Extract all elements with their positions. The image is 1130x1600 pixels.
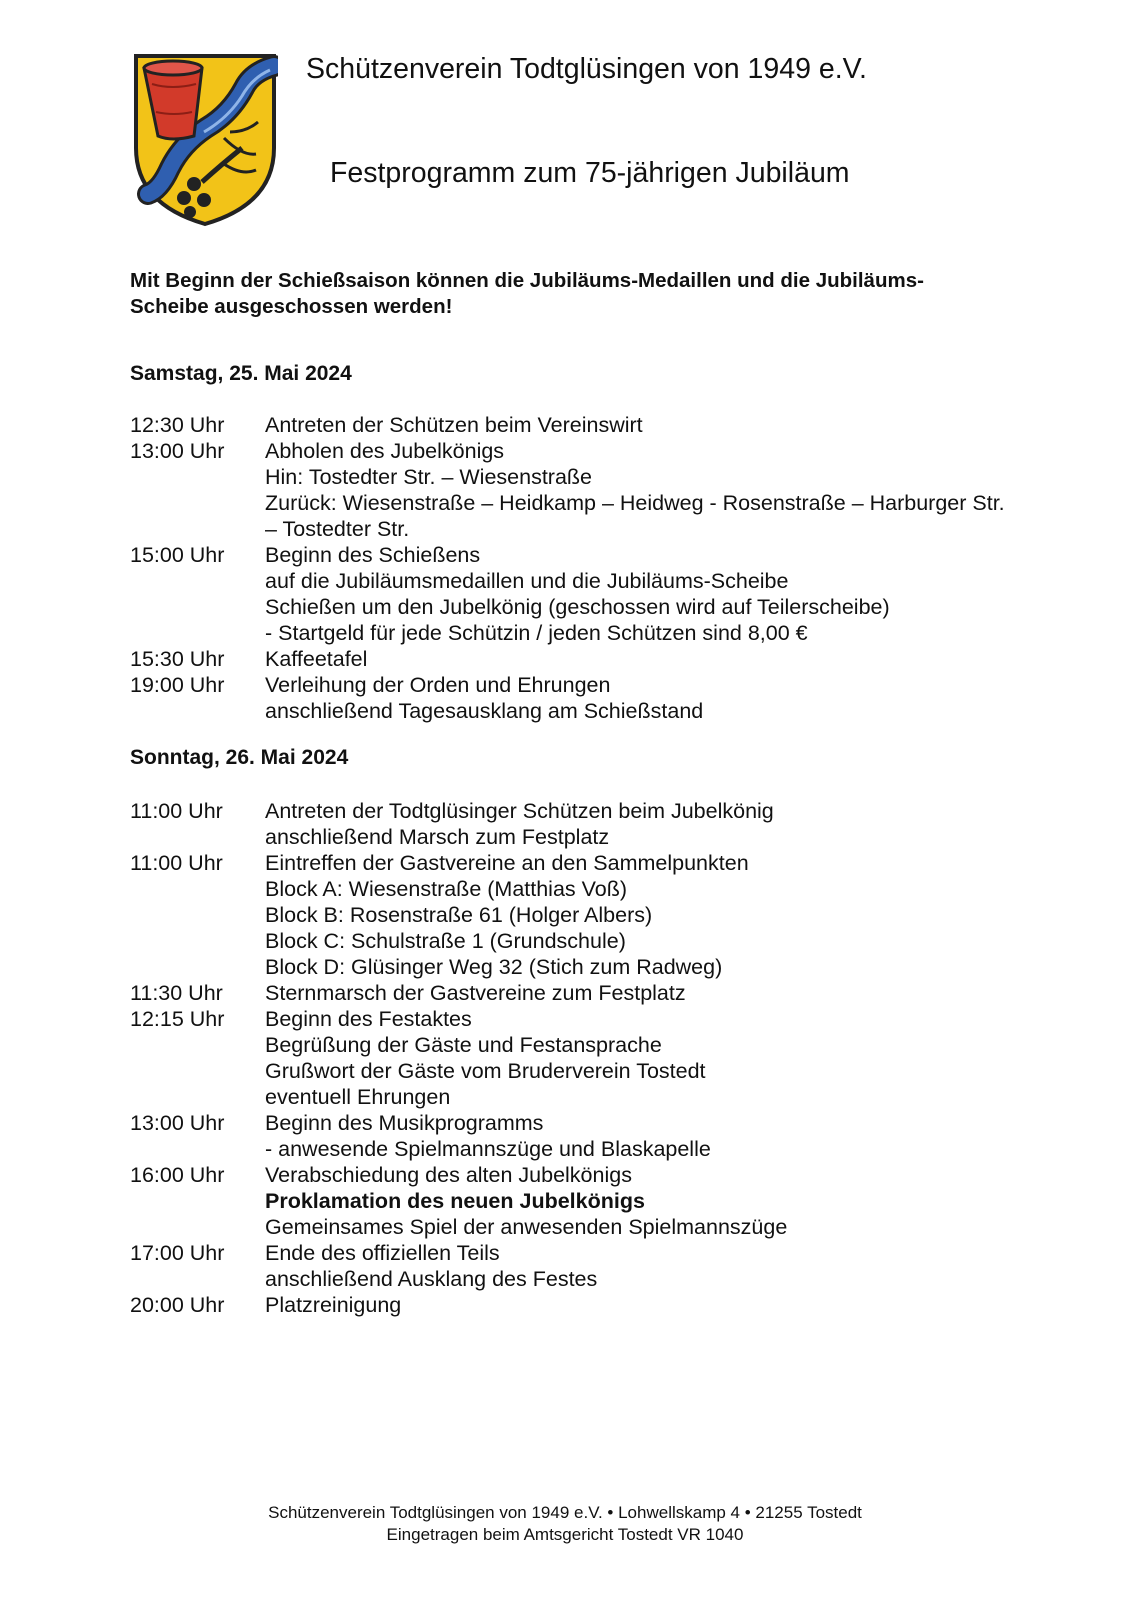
entry-text: - Startgeld für jede Schützin / jeden Schützen sind 8,00 €	[265, 621, 808, 645]
entry-time: 13:00 Uhr	[130, 1111, 225, 1135]
schedule-entry	[130, 438, 1070, 542]
coat-of-arms-icon	[132, 52, 278, 228]
entry-text: auf die Jubiläumsmedaillen und die Jubiläums-Scheibe	[265, 569, 789, 593]
entry-text: Beginn des Schießens	[265, 543, 481, 567]
entry-text: Abholen des Jubelkönigs	[265, 439, 505, 463]
entry-text: Sternmarsch der Gastvereine zum Festplatz	[265, 981, 686, 1005]
intro-line: Scheibe ausgeschossen werden!	[130, 295, 453, 318]
entry-text: – Tostedter Str.	[265, 517, 410, 541]
entry-time: 12:30 Uhr	[130, 413, 225, 437]
footer-address: Schützenverein Todtglüsingen von 1949 e.V. • Lohwellskamp 4 • 21255 Tostedt	[268, 1503, 862, 1522]
schedule-entry	[130, 1162, 1070, 1240]
entry-text: - anwesende Spielmannszüge und Blaskapelle	[265, 1137, 711, 1161]
entry-time: 16:00 Uhr	[130, 1163, 225, 1187]
entry-text: Beginn des Festaktes	[265, 1007, 472, 1031]
schedule-saturday	[130, 412, 1070, 724]
entry-text: anschließend Ausklang des Festes	[265, 1267, 598, 1291]
entry-text: Kaffeetafel	[265, 647, 368, 671]
entry-text: Verleihung der Orden und Ehrungen	[265, 673, 611, 697]
schedule-sunday	[130, 798, 1070, 1318]
schedule-entry	[130, 1240, 1070, 1292]
entry-time: 11:00 Uhr	[130, 851, 223, 875]
entry-text: Begrüßung der Gäste und Festansprache	[265, 1033, 662, 1057]
entry-text: Eintreffen der Gastvereine an den Sammelpunkten	[265, 851, 749, 875]
entry-time: 11:30 Uhr	[130, 981, 223, 1005]
schedule-entry	[130, 646, 1070, 672]
entry-text: Verabschiedung des alten Jubelkönigs	[265, 1163, 632, 1187]
entry-text: Block A: Wiesenstraße (Matthias Voß)	[265, 877, 628, 901]
footer-registration: Eingetragen beim Amtsgericht Tostedt VR 1040	[386, 1525, 744, 1544]
day-heading-saturday: Samstag, 25. Mai 2024	[130, 362, 352, 385]
schedule-entry	[130, 1292, 1070, 1318]
entry-time: 15:30 Uhr	[130, 647, 225, 671]
entry-text: Block D: Glüsinger Weg 32 (Stich zum Radweg)	[265, 955, 723, 979]
entry-text: Gemeinsames Spiel der anwesenden Spielmannszüge	[265, 1215, 788, 1239]
entry-text: Block C: Schulstraße 1 (Grundschule)	[265, 929, 626, 953]
intro-note	[130, 268, 1030, 320]
intro-line: Mit Beginn der Schießsaison können die Jubiläums-Medaillen und die Jubiläums-	[130, 269, 924, 292]
entry-text: Block B: Rosenstraße 61 (Holger Albers)	[265, 903, 653, 927]
program-title: Festprogramm zum 75-jährigen Jubiläum	[330, 157, 850, 189]
entry-text-highlight: Proklamation des neuen Jubelkönigs	[265, 1189, 645, 1213]
entry-time: 20:00 Uhr	[130, 1293, 225, 1317]
entry-text: Antreten der Todtglüsinger Schützen beim Jubelkönig	[265, 799, 774, 823]
schedule-entry	[130, 672, 1070, 724]
schedule-entry	[130, 850, 1070, 980]
entry-text: Beginn des Musikprogramms	[265, 1111, 544, 1135]
schedule-entry	[130, 980, 1070, 1006]
entry-text: Hin: Tostedter Str. – Wiesenstraße	[265, 465, 593, 489]
schedule-entry	[130, 412, 1070, 438]
entry-text: anschließend Tagesausklang am Schießstand	[265, 699, 704, 723]
entry-text: Ende des offiziellen Teils	[265, 1241, 500, 1265]
schedule-entry	[130, 798, 1070, 850]
entry-text: eventuell Ehrungen	[265, 1085, 451, 1109]
entry-time: 17:00 Uhr	[130, 1241, 225, 1265]
day-heading-sunday: Sonntag, 26. Mai 2024	[130, 746, 349, 769]
entry-text: Schießen um den Jubelkönig (geschossen wird auf Teilerscheibe)	[265, 595, 890, 619]
schedule-entry	[130, 1006, 1070, 1110]
entry-text: Platzreinigung	[265, 1293, 402, 1317]
entry-text: Grußwort der Gäste vom Bruderverein Tostedt	[265, 1059, 706, 1083]
entry-time: 12:15 Uhr	[130, 1007, 225, 1031]
schedule-entry	[130, 1110, 1070, 1162]
entry-time: 15:00 Uhr	[130, 543, 225, 567]
entry-time: 13:00 Uhr	[130, 439, 225, 463]
entry-time: 11:00 Uhr	[130, 799, 223, 823]
entry-time: 19:00 Uhr	[130, 673, 225, 697]
entry-text: anschließend Marsch zum Festplatz	[265, 825, 610, 849]
entry-text: Zurück: Wiesenstraße – Heidkamp – Heidweg - Rosenstraße – Harburger Str.	[265, 491, 1005, 515]
schedule-entry	[130, 542, 1070, 646]
footer	[0, 1502, 1130, 1546]
club-name: Schützenverein Todtglüsingen von 1949 e.V.	[306, 53, 867, 85]
entry-text: Antreten der Schützen beim Vereinswirt	[265, 413, 643, 437]
